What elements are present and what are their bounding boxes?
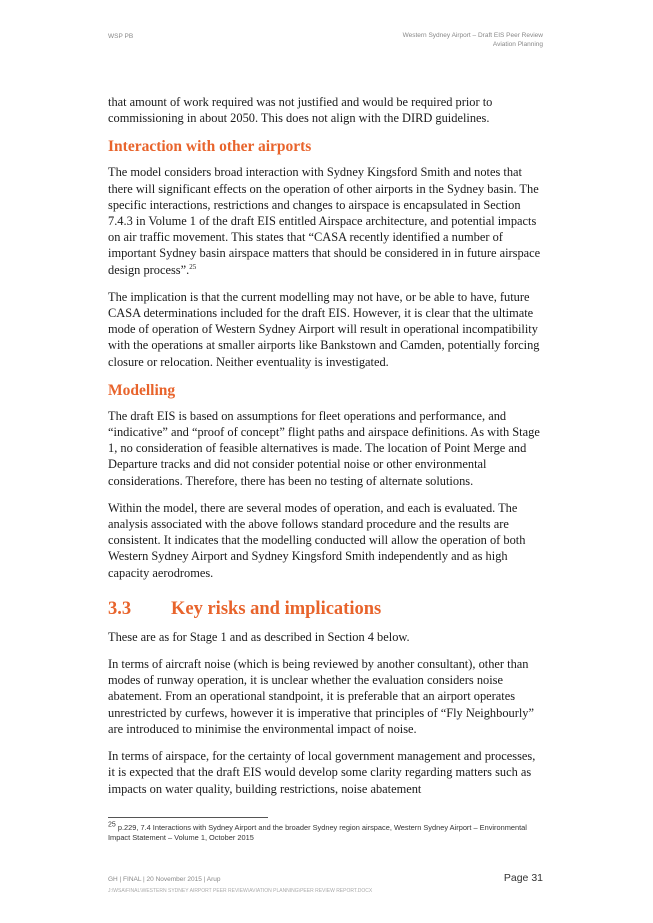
paragraph-interaction-2: The implication is that the current modelling may not have, or be able to have, future CASA determinations included for the draft EIS. However, it is clear that the ultimate mode of operation of Western Sydney Airport will result in operational incompatibility with the operations at smaller airports like Bankstown and Camden, potentially forcing closure or relocation. Neither eventuality is investigated. [108,289,540,369]
paragraph-intro: that amount of work required was not justified and would be required prior to commissioning in about 2050. This does not align with the DIRD guidelines. [108,95,493,126]
paragraph-risks-2: In terms of aircraft noise (which is being reviewed by another consultant), other than modes of runway operation, it is unclear whether the evaluation considers noise abatement. From an operational standpoint, it is preferable that an airport operates unrestricted by curfews, however it is imperative that principles of “Fly Neighbourly” are introduced to minimise the environmental impact of noise. [108,657,534,736]
paragraph-modelling-2: Within the model, there are several modes of operation, and each is evaluated. The analysis associated with the above follows standard procedure and the results are consistent. It indicates that the modelling conducted will allow the operation of both Western Sydney Airport and Sydney Kingsford Smith independently and as high capacity aerodromes. [108,500,526,580]
paragraph-interaction-1 [108,164,544,277]
footnote-number: 25 [108,821,116,829]
heading-modelling: Modelling [108,381,176,399]
header-right [403,31,543,49]
footer-left: GH | FINAL | 20 November 2015 | Arup [108,876,221,883]
footnote [108,823,544,843]
paragraph-interaction-1-text: The model considers broad interaction with Sydney Kingsford Smith and notes that there will significant effects on the operation of other airports in the Sydney basin. The specific interactions, restrictions and changes to airspace is encapsulated in Section 7.4.3 in Volume 1 of the draft EIS entitled Airspace architecture, and potential impacts on air traffic movement. This states that “CASA recently identified a number of important Sydney basin airspace matters that should be considered in in future airspace design process”. [108,165,541,277]
paragraph-risks-3: In terms of airspace, for the certainty of local government management and processes, it is expected that the draft EIS would develop some clarity regarding matters such as impacts on water quality, building restrictions, noise abatement [108,749,536,796]
section-heading [108,599,544,620]
section-number: 3.3 [108,598,132,619]
footer-file-path: J:\WSA\FINAL\WESTERN SYDNEY AIRPORT PEER REVIEW\AVIATION PLANNING\PEER REVIEW REPORT.DOCX [108,888,373,894]
footnote-ref[interactable]: 25 [189,262,197,271]
footnote-text: p.229, 7.4 Interactions with Sydney Airport and the broader Sydney region airspace, Western Sydney Airport – Environmental Impact Statement – Volume 1, October 2015 [108,823,527,842]
header-right-line1: Western Sydney Airport – Draft EIS Peer Review [402,32,543,39]
footnote-divider [108,817,268,818]
document-body [108,94,544,808]
paragraph-modelling-1: The draft EIS is based on assumptions for fleet operations and performance, and “indicative” and “proof of concept” flight paths and airspace definitions. As with Stage 1, no consideration of feasible alternatives is made. The location of Point Merge and Departure tracks and did not consider potential noise or other environmental considerations. Therefore, there has been no testing of alternate solutions. [108,408,540,488]
paragraph-risks-1: These are as for Stage 1 and as described in Section 4 below. [108,629,410,644]
header-right-line2: Aviation Planning [492,41,543,48]
header-left: WSP PB [108,33,134,40]
section-title: Key risks and implications [171,598,382,619]
heading-interaction: Interaction with other airports [108,138,312,156]
page-number: Page 31 [503,872,543,884]
